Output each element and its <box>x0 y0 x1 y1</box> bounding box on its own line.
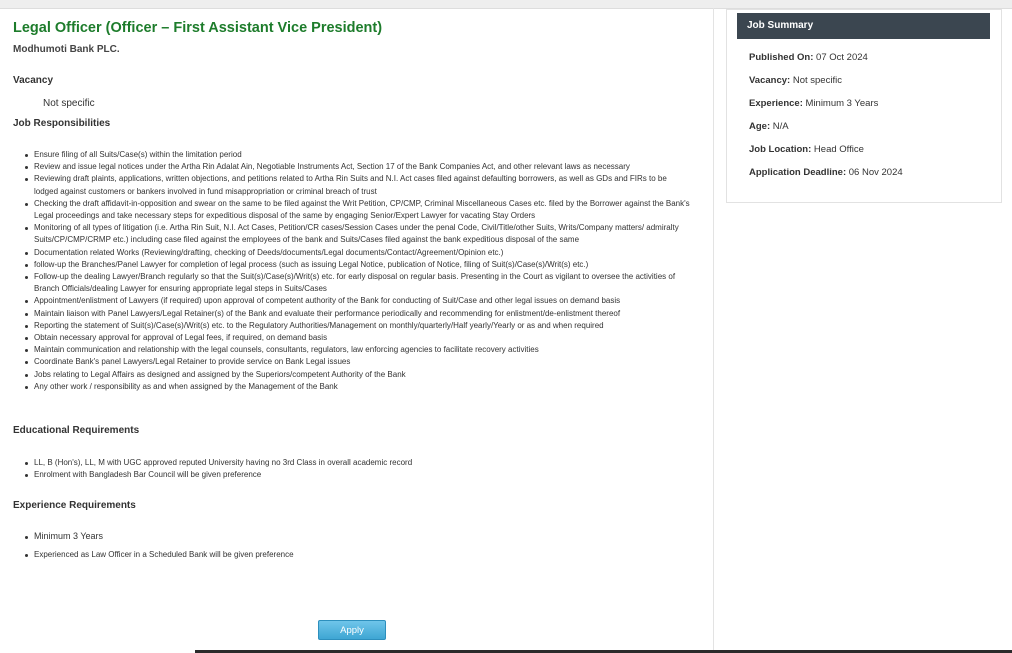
list-item: Maintain liaison with Panel Lawyers/Legal Retainer(s) of the Bank and evaluate their performance periodically and recommending for enlistment/de-enlistment thereof <box>13 308 691 320</box>
list-item: Jobs relating to Legal Affairs as designed and assigned by the Superiors/competent Authority of the Bank <box>13 369 691 381</box>
list-item: Appointment/enlistment of Lawyers (if required) upon approval of competent authority of the Bank for conducting of Suit/Case and other legal issues on demand basis <box>13 295 691 307</box>
company-name: Modhumoti Bank PLC. <box>13 44 120 55</box>
summary-label: Job Location: <box>749 144 812 155</box>
list-item: Review and issue legal notices under the Artha Rin Adalat Ain, Negotiable Instruments Act, Section 17 of the Bank Companies Act, and other relevant laws as necessary <box>13 161 691 173</box>
list-item: Enrolment with Bangladesh Bar Council will be given preference <box>13 469 691 481</box>
list-item: Reporting the statement of Suit(s)/Case(s)/Writ(s) etc. to the Regulatory Authorities/Management on monthly/quarterly/Half yearly/Yearly or as and when required <box>13 320 691 332</box>
responsibilities-list <box>13 149 691 393</box>
list-item: Checking the draft affidavit-in-opposition and swear on the same to be filed against the Writ Petition, CP/CMP, Criminal Miscellaneous Cases etc. filed by the Borrower against the Bank's Legal proceedings and take necessary steps for expeditious disposal of the same by engaging Senior/Expert Lawyer for vacating Stay Orders <box>13 198 691 222</box>
vacancy-heading: Vacancy <box>13 75 54 86</box>
summary-experience <box>749 98 878 109</box>
summary-label: Experience: <box>749 98 803 109</box>
education-list <box>13 457 691 481</box>
summary-vacancy <box>749 75 842 86</box>
summary-label: Application Deadline: <box>749 167 847 178</box>
summary-value: N/A <box>772 121 789 132</box>
summary-label: Vacancy: <box>749 75 791 86</box>
list-item: Coordinate Bank's panel Lawyers/Legal Retainer to provide service on Bank Legal issues <box>13 356 691 368</box>
list-item: Ensure filing of all Suits/Case(s) within the limitation period <box>13 149 691 161</box>
list-item: LL, B (Hon's), LL, M with UGC approved reputed University having no 3rd Class in overall academic record <box>13 457 691 469</box>
summary-value: 07 Oct 2024 <box>816 52 868 63</box>
list-item: Any other work / responsibility as and when assigned by the Management of the Bank <box>13 381 691 393</box>
summary-published <box>749 52 868 63</box>
summary-label: Published On: <box>749 52 814 63</box>
list-item: Minimum 3 Years <box>13 530 691 543</box>
summary-deadline <box>749 167 903 178</box>
job-summary-header <box>737 13 990 39</box>
education-heading: Educational Requirements <box>13 425 140 436</box>
list-item: Monitoring of all types of litigation (i.e. Artha Rin Suit, N.I. Act Cases, Petition/CR cases/Session Cases under the penal Code, Civil/Title/other Suits, Writs/Company matters/ admiralty Suits/CP/CMP/CRMP etc.) including case filed against the employees of the bank and Suits/Cases filed against the bank expeditious disposal of the same <box>13 222 691 246</box>
experience-heading: Experience Requirements <box>13 500 136 511</box>
summary-label: Age: <box>749 121 771 132</box>
job-title: Legal Officer (Officer – First Assistant Vice President) <box>13 20 383 36</box>
summary-value: Not specific <box>792 75 842 86</box>
job-summary-card <box>726 9 1002 203</box>
summary-value: 06 Nov 2024 <box>848 167 903 178</box>
summary-age <box>749 121 789 132</box>
experience-list <box>13 530 691 561</box>
job-summary-title: Job Summary <box>747 20 814 31</box>
list-item: Experienced as Law Officer in a Scheduled Bank will be given preference <box>13 549 691 561</box>
list-item: Obtain necessary approval for approval of Legal fees, if required, on demand basis <box>13 332 691 344</box>
job-details-panel <box>0 8 714 653</box>
summary-location <box>749 144 864 155</box>
summary-value: Head Office <box>813 144 864 155</box>
apply-button[interactable]: Apply <box>318 620 386 640</box>
vacancy-value: Not specific <box>43 98 95 109</box>
list-item: Reviewing draft plaints, applications, written objections, and petitions related to Artha Rin Suits and N.I. Act cases filed against defaulting borrowers, as well as GDs and FIRs to be lodged against customers or bankers involved in fund misappropriation or criminal breach of trust <box>13 173 691 197</box>
list-item: Follow-up the dealing Lawyer/Branch regularly so that the Suit(s)/Case(s)/Writ(s) etc. for early disposal on regular basis. Presenting in the Court as vigilant to oversee the activities of Branch Officials/dealing Lawyer for ensuring appropriate legal steps in Suits/Cases <box>13 271 691 295</box>
responsibilities-heading: Job Responsibilities <box>13 118 111 129</box>
list-item: Maintain communication and relationship with the legal counsels, consultants, regulators, law enforcing agencies to facilitate recovery activities <box>13 344 691 356</box>
list-item: follow-up the Branches/Panel Lawyer for completion of legal process (such as issuing Legal Notice, publication of Notice, filing of Suit(s)/Case(s)/Writ(s) etc.) <box>13 259 691 271</box>
summary-value: Minimum 3 Years <box>805 98 879 109</box>
list-item: Documentation related Works (Reviewing/drafting, checking of Deeds/documents/Legal documents/Contact/Agreement/Opinion etc.) <box>13 247 691 259</box>
